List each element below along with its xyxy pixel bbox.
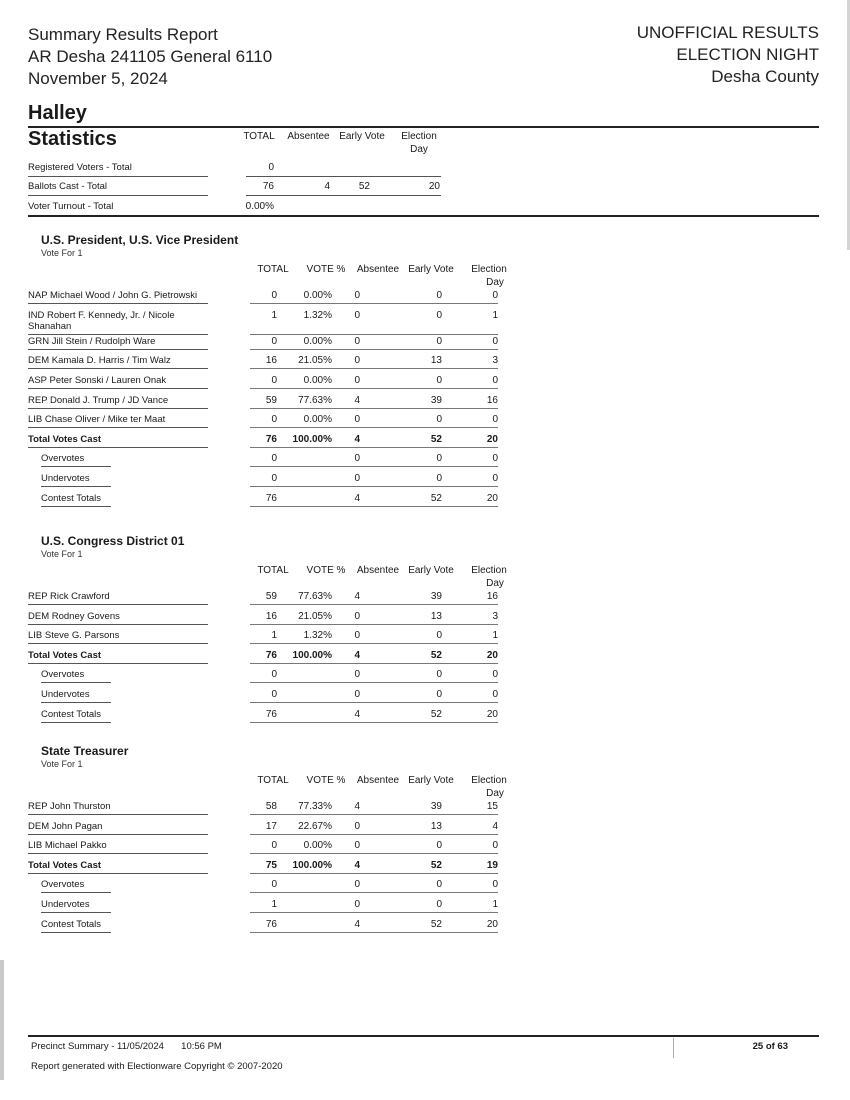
votes-absentee: 0 (354, 879, 360, 891)
candidate-label: Contest Totals (41, 492, 102, 504)
votes-total: 17 (265, 820, 277, 832)
divider (28, 126, 819, 128)
footer-summary (31, 1041, 222, 1052)
precinct-name: Halley (28, 102, 87, 124)
row-underline (250, 722, 498, 723)
column-header: Election (471, 264, 507, 275)
votes-total: 0 (271, 335, 277, 347)
votes-election-day: 0 (492, 290, 498, 301)
votes-election-day: 20 (486, 433, 498, 445)
votes-election-day: 19 (486, 859, 498, 871)
vote-percent: 0.00% (303, 335, 332, 347)
votes-early: 52 (430, 649, 442, 661)
candidate-label: GRN Jill Stein / Rudolph Ware (28, 335, 156, 347)
votes-election-day: 0 (492, 473, 498, 484)
row-underline (250, 892, 498, 893)
footer-divider (28, 1035, 819, 1037)
vote-percent: 0.00% (303, 375, 332, 386)
candidate-label: Undervotes (41, 689, 90, 700)
votes-absentee: 0 (354, 375, 360, 386)
row-underline (41, 682, 111, 683)
votes-early: 52 (430, 433, 442, 445)
stat-early: 52 (358, 181, 370, 192)
votes-early: 0 (436, 899, 442, 910)
votes-election-day: 0 (492, 335, 498, 347)
votes-total: 76 (265, 433, 277, 445)
votes-election-day: 0 (492, 414, 498, 426)
county-name: Desha County (711, 67, 819, 86)
votes-early: 39 (430, 801, 442, 812)
vote-percent: 21.05% (298, 610, 332, 622)
row-underline (28, 834, 208, 835)
votes-absentee: 0 (354, 630, 360, 642)
candidate-label: REP John Thurston (28, 801, 111, 812)
votes-early: 0 (436, 453, 442, 465)
row-underline (28, 447, 208, 448)
row-underline (28, 176, 208, 177)
column-header: Early Vote (408, 565, 454, 576)
candidate-label: IND Robert F. Kennedy, Jr. / Nicole (28, 309, 175, 321)
votes-total: 76 (265, 649, 277, 661)
votes-early: 52 (430, 918, 442, 930)
vote-percent: 0.00% (303, 840, 332, 852)
votes-election-day: 16 (486, 394, 498, 406)
divider (28, 215, 819, 217)
candidate-label: LIB Steve G. Parsons (28, 630, 120, 642)
votes-absentee: 0 (354, 414, 360, 426)
votes-total: 0 (271, 840, 277, 852)
votes-total: 59 (265, 591, 277, 602)
votes-election-day: 3 (492, 610, 498, 622)
row-underline (250, 388, 498, 389)
votes-early: 52 (430, 859, 442, 871)
row-underline (250, 932, 498, 933)
candidate-label: Contest Totals (41, 708, 102, 720)
column-header: Day (486, 277, 504, 288)
report-status (637, 22, 819, 88)
votes-election-day: 16 (486, 591, 498, 602)
candidate-label: Overvotes (41, 453, 85, 465)
candidate-label: DEM Rodney Govens (28, 610, 120, 622)
column-header: Absentee (356, 264, 400, 275)
votes-absentee: 0 (354, 669, 360, 681)
vote-percent: 100.00% (292, 649, 332, 661)
row-underline (250, 349, 498, 350)
stat-total: 76 (262, 181, 274, 192)
row-underline (41, 932, 111, 933)
vote-percent: 77.63% (298, 394, 332, 406)
votes-early: 0 (436, 879, 442, 891)
votes-election-day: 3 (492, 355, 498, 367)
votes-early: 0 (436, 473, 442, 484)
votes-total: 59 (265, 394, 277, 406)
report-title: Summary Results Report (28, 25, 218, 44)
votes-total: 1 (271, 630, 277, 642)
row-underline (250, 506, 498, 507)
votes-total: 0 (271, 689, 277, 700)
votes-early: 13 (430, 610, 442, 622)
votes-early: 0 (436, 290, 442, 301)
column-header: Day (486, 578, 504, 589)
footer-generated: Report generated with Electionware Copyright © 2007-2020 (31, 1061, 283, 1072)
votes-total: 0 (271, 375, 277, 386)
report-header (28, 24, 272, 90)
column-header: Early Vote (339, 131, 385, 142)
row-underline (250, 624, 498, 625)
row-underline (28, 427, 208, 428)
votes-absentee: 4 (354, 859, 360, 871)
votes-total: 0 (271, 473, 277, 484)
votes-total: 0 (271, 453, 277, 465)
row-underline (41, 702, 111, 703)
row-underline (28, 873, 208, 874)
votes-absentee: 0 (354, 335, 360, 347)
candidate-label: Total Votes Cast (28, 649, 102, 661)
votes-early: 13 (430, 820, 442, 832)
votes-absentee: 0 (354, 840, 360, 852)
vote-for-label: Vote For 1 (41, 248, 83, 258)
row-underline (246, 195, 441, 196)
row-underline (41, 722, 111, 723)
stat-label: Ballots Cast - Total (28, 181, 108, 192)
row-underline (28, 663, 208, 664)
column-header: TOTAL (257, 565, 289, 576)
votes-absentee: 0 (354, 355, 360, 367)
row-underline (250, 663, 498, 664)
votes-early: 52 (430, 708, 442, 720)
votes-total: 76 (265, 492, 277, 504)
votes-election-day: 1 (492, 309, 498, 321)
row-underline (250, 466, 498, 467)
stat-label: Registered Voters - Total (28, 162, 132, 173)
votes-absentee: 0 (354, 453, 360, 465)
row-underline (250, 447, 498, 448)
votes-total: 58 (265, 801, 277, 812)
votes-election-day: 1 (492, 899, 498, 910)
votes-absentee: 4 (354, 801, 360, 812)
footer-separator (673, 1038, 674, 1058)
row-underline (28, 853, 208, 854)
row-underline (28, 624, 208, 625)
status-line-1: UNOFFICIAL RESULTS (636, 23, 819, 42)
votes-early: 0 (436, 669, 442, 681)
row-underline (41, 912, 111, 913)
row-underline (246, 176, 441, 177)
votes-early: 0 (436, 414, 442, 426)
status-line-2: ELECTION NIGHT (676, 45, 819, 64)
votes-early: 13 (430, 355, 442, 367)
row-underline (250, 912, 498, 913)
vote-percent: 1.32% (303, 309, 332, 321)
votes-absentee: 4 (354, 918, 360, 930)
row-underline (41, 506, 111, 507)
vote-percent: 100.00% (292, 859, 332, 871)
votes-early: 0 (436, 375, 442, 386)
votes-early: 0 (436, 840, 442, 852)
contest-title: State Treasurer (41, 744, 129, 758)
votes-total: 16 (265, 355, 277, 367)
row-underline (250, 427, 498, 428)
column-header: TOTAL (243, 131, 275, 142)
election-date: November 5, 2024 (28, 69, 168, 88)
row-underline (250, 814, 498, 815)
row-underline (250, 643, 498, 644)
scan-edge-mark (0, 960, 4, 1080)
column-header: TOTAL (257, 775, 289, 786)
votes-total: 0 (271, 879, 277, 891)
row-underline (28, 604, 208, 605)
vote-percent: 0.00% (303, 290, 332, 301)
vote-percent: 21.05% (298, 355, 332, 367)
row-underline (250, 682, 498, 683)
candidate-label: DEM Kamala D. Harris / Tim Walz (28, 355, 171, 367)
election-name: AR Desha 241105 General 6110 (28, 47, 273, 66)
votes-election-day: 20 (486, 492, 498, 504)
votes-total: 0 (271, 290, 277, 301)
column-header: VOTE % (306, 264, 346, 275)
vote-percent: 0.00% (303, 414, 332, 426)
row-underline (250, 408, 498, 409)
votes-total: 0 (271, 414, 277, 426)
votes-absentee: 0 (354, 610, 360, 622)
row-underline (250, 702, 498, 703)
page-number: 25 of 63 (752, 1041, 788, 1052)
stat-label: Voter Turnout - Total (28, 201, 114, 212)
votes-absentee: 0 (354, 820, 360, 832)
row-underline (250, 368, 498, 369)
candidate-label: Overvotes (41, 879, 85, 891)
row-underline (28, 349, 208, 350)
row-underline (28, 334, 208, 335)
contest-title: U.S. President, U.S. Vice President (41, 233, 239, 247)
votes-absentee: 0 (354, 309, 360, 321)
row-underline (41, 892, 111, 893)
candidate-label: Total Votes Cast (28, 859, 102, 871)
votes-early: 0 (436, 309, 442, 321)
candidate-label: ASP Peter Sonski / Lauren Onak (28, 375, 167, 386)
votes-absentee: 0 (354, 290, 360, 301)
vote-percent: 100.00% (292, 433, 332, 445)
candidate-label: Total Votes Cast (28, 433, 102, 445)
votes-total: 1 (271, 309, 277, 321)
row-underline (250, 834, 498, 835)
votes-total: 76 (265, 918, 277, 930)
votes-absentee: 0 (354, 689, 360, 700)
row-underline (28, 643, 208, 644)
votes-total: 76 (265, 708, 277, 720)
candidate-label: NAP Michael Wood / John G. Pietrowski (28, 290, 198, 301)
candidate-label: DEM John Pagan (28, 820, 103, 832)
row-underline (28, 814, 208, 815)
row-underline (250, 486, 498, 487)
votes-early: 39 (430, 394, 442, 406)
row-underline (28, 388, 208, 389)
candidate-label: REP Donald J. Trump / JD Vance (28, 394, 169, 406)
stat-absentee: 4 (324, 181, 330, 192)
votes-early: 39 (430, 591, 442, 602)
row-underline (41, 466, 111, 467)
contest-title: U.S. Congress District 01 (41, 534, 185, 548)
candidate-label: Overvotes (41, 669, 85, 681)
column-header: Early Vote (408, 264, 454, 275)
votes-election-day: 20 (486, 918, 498, 930)
row-underline (250, 303, 498, 304)
vote-percent: 77.63% (298, 591, 332, 602)
column-header: TOTAL (257, 264, 289, 275)
row-underline (28, 195, 208, 196)
row-underline (28, 408, 208, 409)
votes-total: 1 (271, 899, 277, 910)
votes-election-day: 15 (486, 801, 498, 812)
votes-early: 0 (436, 630, 442, 642)
column-header: Day (410, 144, 428, 155)
footer-summary-text: Precinct Summary - 11/05/2024 (31, 1041, 164, 1052)
candidate-label: Contest Totals (41, 918, 102, 930)
votes-election-day: 20 (486, 649, 498, 661)
column-header: VOTE % (306, 565, 346, 576)
statistics-title: Statistics (28, 128, 117, 150)
footer-time: 10:56 PM (181, 1041, 222, 1052)
votes-election-day: 0 (492, 840, 498, 852)
row-underline (250, 334, 498, 335)
votes-early: 0 (436, 335, 442, 347)
candidate-label: LIB Michael Pakko (28, 840, 107, 852)
votes-absentee: 4 (354, 708, 360, 720)
candidate-label-cont: Shanahan (28, 320, 72, 332)
column-header: Early Vote (408, 775, 454, 786)
votes-early: 52 (430, 492, 442, 504)
column-header: Election (471, 775, 507, 786)
vote-for-label: Vote For 1 (41, 759, 83, 769)
votes-election-day: 0 (492, 879, 498, 891)
votes-absentee: 4 (354, 394, 360, 406)
column-header: VOTE % (306, 775, 346, 786)
candidate-label: Undervotes (41, 473, 90, 484)
votes-absentee: 0 (354, 899, 360, 910)
row-underline (250, 604, 498, 605)
votes-absentee: 4 (354, 433, 360, 445)
votes-election-day: 0 (492, 689, 498, 700)
column-header: Absentee (356, 565, 400, 576)
votes-election-day: 4 (492, 820, 498, 832)
votes-election-day: 20 (486, 708, 498, 720)
column-header: Election (401, 131, 437, 142)
vote-percent: 77.33% (298, 801, 332, 812)
column-header: Absentee (287, 131, 330, 142)
vote-percent: 1.32% (303, 630, 332, 642)
column-header: Absentee (356, 775, 400, 786)
vote-percent: 22.67% (298, 820, 332, 832)
column-header: Election (471, 565, 507, 576)
candidate-label: Undervotes (41, 899, 90, 910)
vote-for-label: Vote For 1 (41, 549, 83, 559)
row-underline (250, 873, 498, 874)
votes-election-day: 0 (492, 453, 498, 465)
row-underline (28, 303, 208, 304)
column-header: Day (486, 788, 504, 799)
stat-election-day: 20 (428, 181, 440, 192)
votes-absentee: 4 (354, 649, 360, 661)
row-underline (41, 486, 111, 487)
votes-total: 75 (265, 859, 277, 871)
row-underline (28, 368, 208, 369)
votes-election-day: 1 (492, 630, 498, 642)
votes-absentee: 4 (354, 492, 360, 504)
row-underline (250, 853, 498, 854)
votes-total: 16 (265, 610, 277, 622)
stat-total: 0.00% (245, 201, 274, 212)
votes-election-day: 0 (492, 375, 498, 386)
votes-early: 0 (436, 689, 442, 700)
votes-total: 0 (271, 669, 277, 681)
votes-absentee: 0 (354, 473, 360, 484)
votes-absentee: 4 (354, 591, 360, 602)
candidate-label: REP Rick Crawford (28, 591, 110, 602)
votes-election-day: 0 (492, 669, 498, 681)
stat-total: 0 (268, 162, 274, 173)
candidate-label: LIB Chase Oliver / Mike ter Maat (28, 414, 166, 426)
